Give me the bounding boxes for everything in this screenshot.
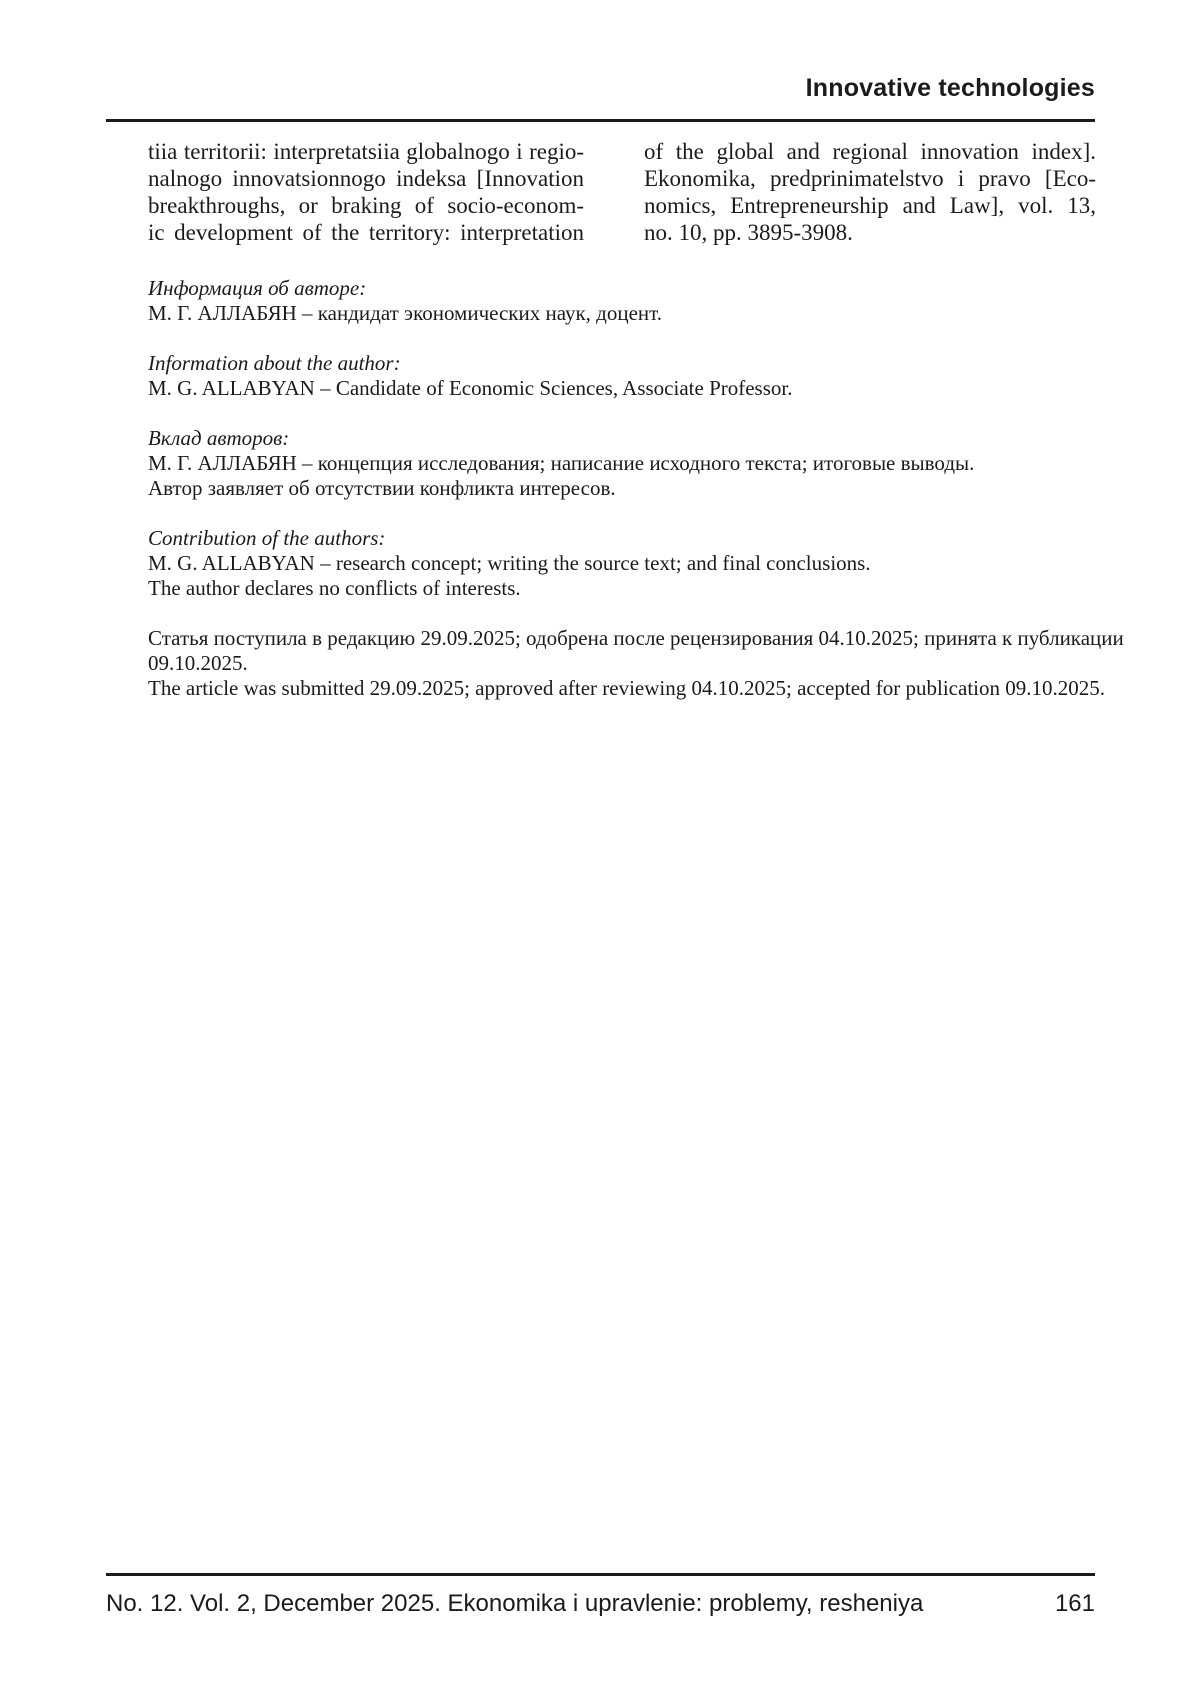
submission-line-ru: Статья поступила в редакцию 29.09.2025; одобрена после рецензирования 04.10.2025; принята к публикации <box>148 626 1124 650</box>
reference-line: nalnogo innovatsionnogo indeksa [Innovation <box>148 166 584 191</box>
section-heading: Information about the author: <box>148 351 401 375</box>
section-contribution-ru <box>148 426 1096 501</box>
footer-journal-line: No. 12. Vol. 2, December 2025. Ekonomika i upravlenie: problemy, resheniya <box>106 1590 924 1617</box>
footer-rule <box>106 1573 1095 1576</box>
section-line: М. Г. АЛЛАБЯН – кандидат экономических наук, доцент. <box>148 301 663 325</box>
reference-line: nomics, Entrepreneurship and Law], vol. 13, <box>644 193 1096 218</box>
references-continuation <box>148 138 1096 246</box>
reference-line: ic development of the territory: interpretation <box>148 220 584 245</box>
reference-right-column <box>644 138 1096 246</box>
header-rule <box>106 119 1095 122</box>
section-line: The author declares no conflicts of interests. <box>148 576 521 600</box>
footer-page-number: 161 <box>1054 1590 1095 1617</box>
section-line: M. G. ALLABYAN – research concept; writing the source text; and final conclusions. <box>148 551 871 575</box>
section-contribution-en <box>148 526 1096 601</box>
page-footer <box>106 1589 1095 1619</box>
section-heading: Вклад авторов: <box>148 426 290 450</box>
reference-line: breakthroughs, or braking of socio-econom- <box>148 193 584 218</box>
reference-line: no. 10, pp. 3895-3908. <box>644 220 853 245</box>
reference-left-column <box>148 138 584 246</box>
submission-line-ru-cont: 09.10.2025. <box>148 651 248 675</box>
section-author-info-ru <box>148 276 1096 326</box>
section-line: Автор заявляет об отсутствии конфликта интересов. <box>148 476 616 500</box>
running-head-title: Innovative technologies <box>805 74 1095 102</box>
reference-line: of the global and regional innovation index]. <box>644 139 1096 164</box>
section-line: М. Г. АЛЛАБЯН – концепция исследования; написание исходного текста; итоговые выводы. <box>148 451 975 475</box>
submission-dates <box>148 626 1124 701</box>
section-line: M. G. ALLABYAN – Candidate of Economic Sciences, Associate Professor. <box>148 376 793 400</box>
section-heading: Информация об авторе: <box>148 276 367 300</box>
author-sections <box>148 276 1124 726</box>
section-author-info-en <box>148 351 1096 401</box>
reference-line: tiia territorii: interpretatsiia globalnogo i regio- <box>148 139 584 164</box>
reference-line: Ekonomika, predprinimatelstvo i pravo [Eco- <box>644 166 1096 191</box>
section-heading: Contribution of the authors: <box>148 526 386 550</box>
submission-line-en: The article was submitted 29.09.2025; approved after reviewing 04.10.2025; accepted for publication 09.10.2025. <box>148 676 1105 700</box>
